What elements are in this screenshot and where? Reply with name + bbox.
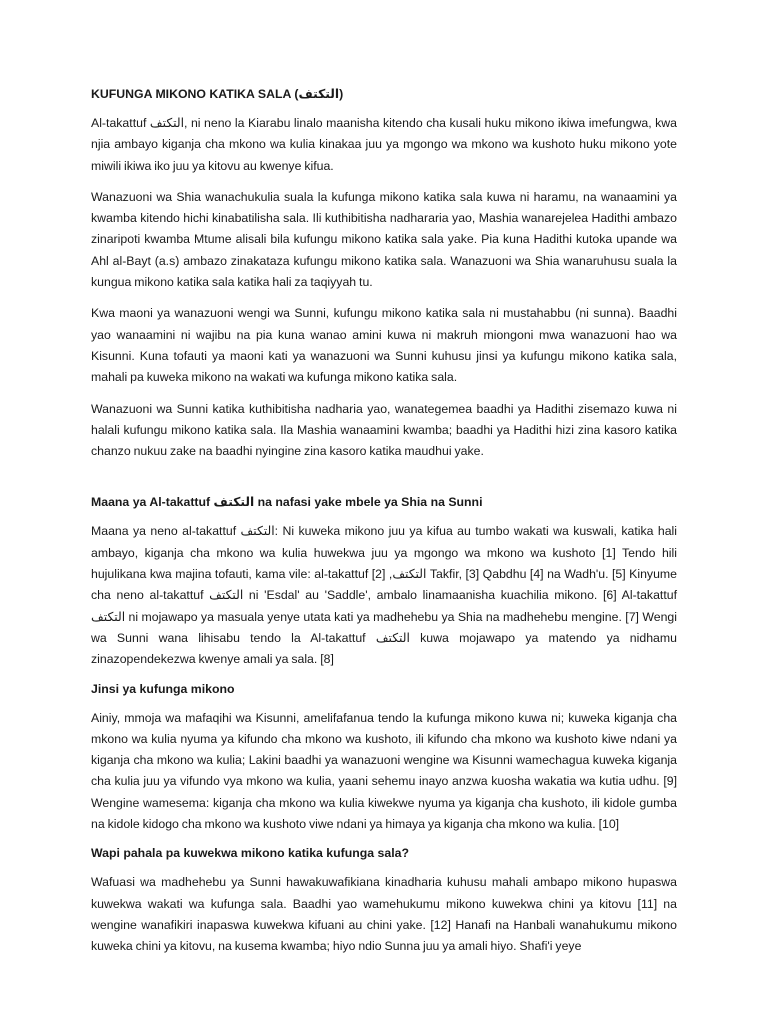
intro-paragraph-2: Wanazuoni wa Shia wanachukulia suala la kufunga mikono katika sala kuwa ni haramu, na wanaamini ya kwamba kitendo hichi kinabatilisha sala. Ili kuthibitisha nadhararia yao, Mashia wanarejelea Hadithi ambazo zinaripoti kwamba Mtume alisali bila kufungu mikono katika sala yake. Pia kuna Hadithi kutoka upande wa Ahl al-Bayt (a.s) ambazo zinakataza kufungu mikono katika sala. Wanazuoni wa Shia wanaruhusu suala la kungua mikono katika sala katika hali za taqiyyah tu. xyxy=(91,189,677,290)
section-spacer xyxy=(91,472,677,494)
subsection-heading-hand-placement: Wapi pahala pa kuwekwa mikono katika kufunga sala? xyxy=(91,846,409,861)
section-paragraph: Maana ya neno al-takattuf التكتف: Ni kuweka mikono juu ya kifua au tumbo wakati wa kuswali, katika hali ambayo, kiganja cha mkono wa kulia huwekwa juu ya mgongo wa mkono wa kushoto [1] Tendo hili hujulikana kwa majina tofauti, kama vile: al-takattuf [2] ,التكتف Takfir, [3] Qabdhu [4] na Wadh'u. [5] Kinyume cha neno al-takattuf التكتف ni 'Esdal' au 'Saddle', ambalo linamaanisha kuachilia mikono. [6] Al-takattuf التكتف ni mojawapo ya masuala yenye utata kati ya madhehebu ya Shia na madhehebu mengine. [7] Wengi wa Sunni wana lihisabu tendo la Al-takattuf التكتف kuwa mojawapo ya matendo ya nidhamu zinazopendekezwa kwenye amali ya sala. [8] xyxy=(91,524,677,667)
subsection-paragraph-how-to-fold: Ainiy, mmoja wa mafaqihi wa Kisunni, amelifafanua tendo la kufunga mikono kuwa ni; kuweka kiganja cha mkono wa kulia nyuma ya kifundo cha mkono wa kushoto, ili kifundo cha mkono wa kushoto kiwe ndani ya kiganja cha mkono wa kulia; Lakini baadhi ya wanazuoni wengine wa Kisunni wamechagua kuweka kiganja cha kulia juu ya vifundo vya mkono wa kulia, yaani sehemu inayo anzwa kuosha wakatia wa kutia udhu. [9] Wengine wamesema: kiganja cha mkono wa kulia kiwekwe nyuma ya kiganja cha kushoto, ili kidole gumba na kidole kidogo cha mkono wa kushoto viwe ndani ya himaya ya kiganja cha mkono wa kulia. [10] xyxy=(91,710,677,832)
intro-paragraph-4: Wanazuoni wa Sunni katika kuthibitisha nadharia yao, wanategemea baadhi ya Hadithi zisemazo kuwa ni halali kufungu mikono katika sala. Ila Mashia wanaamini kwamba; baadhi ya Hadithi hizi zina kasoro katika chanzo nukuu zake na baadhi nyingine zina kasoro katika maudhui yake. xyxy=(91,401,677,459)
intro-paragraph-3: Kwa maoni ya wanazuoni wengi wa Sunni, kufungu mikono katika sala ni mustahabbu (ni sunna). Baadhi yao wanaamini ni wajibu na pia kuna wanao amini kuwa ni makruh miongoni mwa wanazuoni hao wa Kisunni. Kuna tofauti ya maoni kati ya wanazuoni wa Sunni kuhusu jinsi ya kufungu mikono katika sala, mahali pa kuweka mikono na wakati wa kufunga mikono katika sala. xyxy=(91,306,677,385)
document-page xyxy=(91,86,677,968)
subsection-heading-how-to-fold: Jinsi ya kufunga mikono xyxy=(91,681,235,696)
intro-paragraph-1: Al-takattuf التكتف, ni neno la Kiarabu linalo maanisha kitendo cha kusali huku mikono ikiwa imefungwa, kwa njia ambayo kiganja cha mkono wa kulia kinakaa juu ya mgongo wa mkono wa kushoto huku mikono yote miwili ikiwa iko juu ya kitovu au kwenye kifua. xyxy=(91,116,677,173)
subsection-paragraph-hand-placement: Wafuasi wa madhehebu ya Sunni hawakuwafikiana kinadharia kuhusu mahali ambapo mikono hupaswa kuwekwa wakati wa kufunga sala. Baadhi yao wamehukumu mikono kuwekwa chini ya kitovu [11] na wengine wanafikiri inapaswa kuwekwa kifuani au chini yake. [12] Hanafi na Hanbali wanahukumu mikono kuweka chini ya kitovu, na kusema kwamba; hiyo ndio Sunna juu ya amali hiyo. Shafi'i yeye xyxy=(91,875,677,954)
document-title: KUFUNGA MIKONO KATIKA SALA (التكتف) xyxy=(91,87,344,101)
section-heading: Maana ya Al-takattuf التكتف na nafasi yake mbele ya Shia na Sunni xyxy=(91,495,483,510)
